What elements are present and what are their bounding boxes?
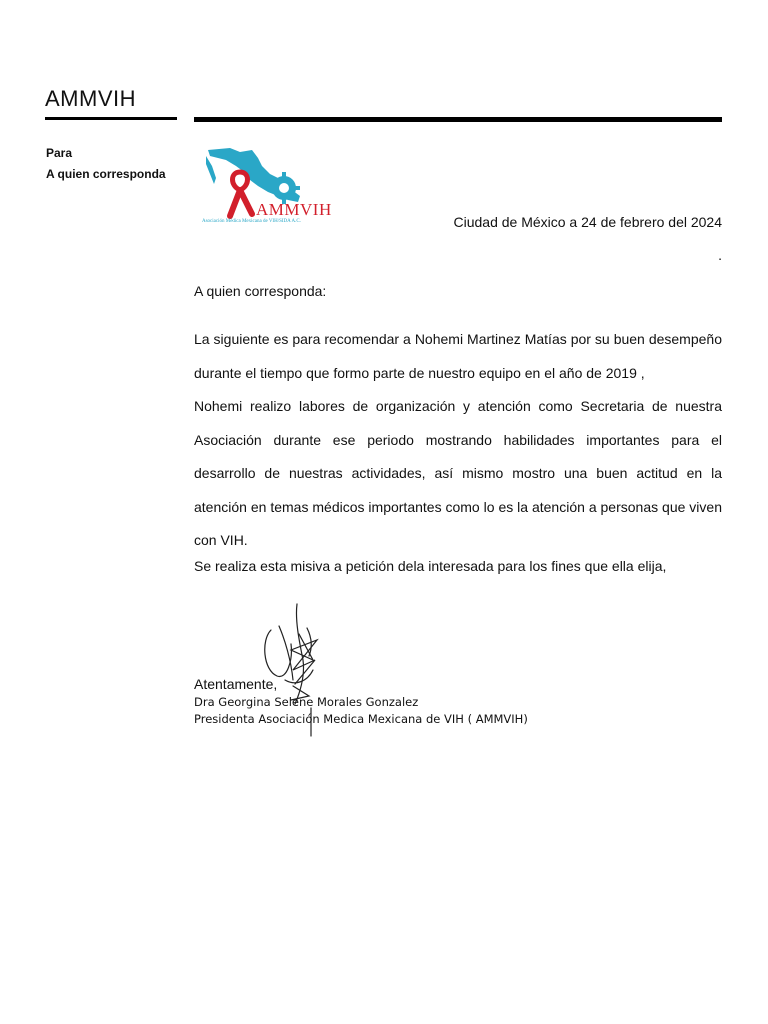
signer-title: Presidenta Asociación Medica Mexicana de VIH ( AMMVIH) [194, 712, 528, 726]
organization-title: AMMVIH [45, 86, 136, 111]
recipient-block [46, 143, 166, 185]
letter-regards: Atentamente, [194, 676, 278, 692]
date-trailing-dot: . [718, 247, 722, 263]
closing-paragraph: Se realiza esta misiva a petición dela interesada para los fines que ella elija, [194, 558, 667, 574]
recipient-line-1: Para [46, 146, 73, 160]
letter-date: Ciudad de México a 24 de febrero del 2024 [453, 214, 722, 230]
recipient-line-2: A quien corresponda [46, 167, 166, 181]
header-rule-left [45, 117, 177, 120]
logo-wordmark: AMMVIH [256, 200, 332, 219]
body-paragraph: Nohemi realizo labores de organización y atención como Secretaria de nuestra Asociación durante ese periodo mostrando habilidades importantes para el desarrollo de nuestras actividades, así mismo mostro una buen actitud en la atención en temas médicos importantes como lo es la atención a personas que viven con VIH. [194, 398, 722, 548]
ammvih-logo [200, 144, 340, 234]
logo-subtitle: Asociación Médica Mexicana de VIH/SIDA A.C. [202, 219, 301, 224]
signer-block [194, 694, 528, 728]
letter-body [194, 323, 722, 558]
signer-name: Dra Georgina Selene Morales Gonzalez [194, 695, 419, 709]
body-paragraph: La siguiente es para recomendar a Nohemi Martinez Matías por su buen desempeño durante el tiempo que formo parte de nuestro equipo en el año de 2019 , [194, 331, 722, 381]
letter-salutation: A quien corresponda: [194, 283, 327, 299]
header-rule-right [194, 117, 722, 122]
